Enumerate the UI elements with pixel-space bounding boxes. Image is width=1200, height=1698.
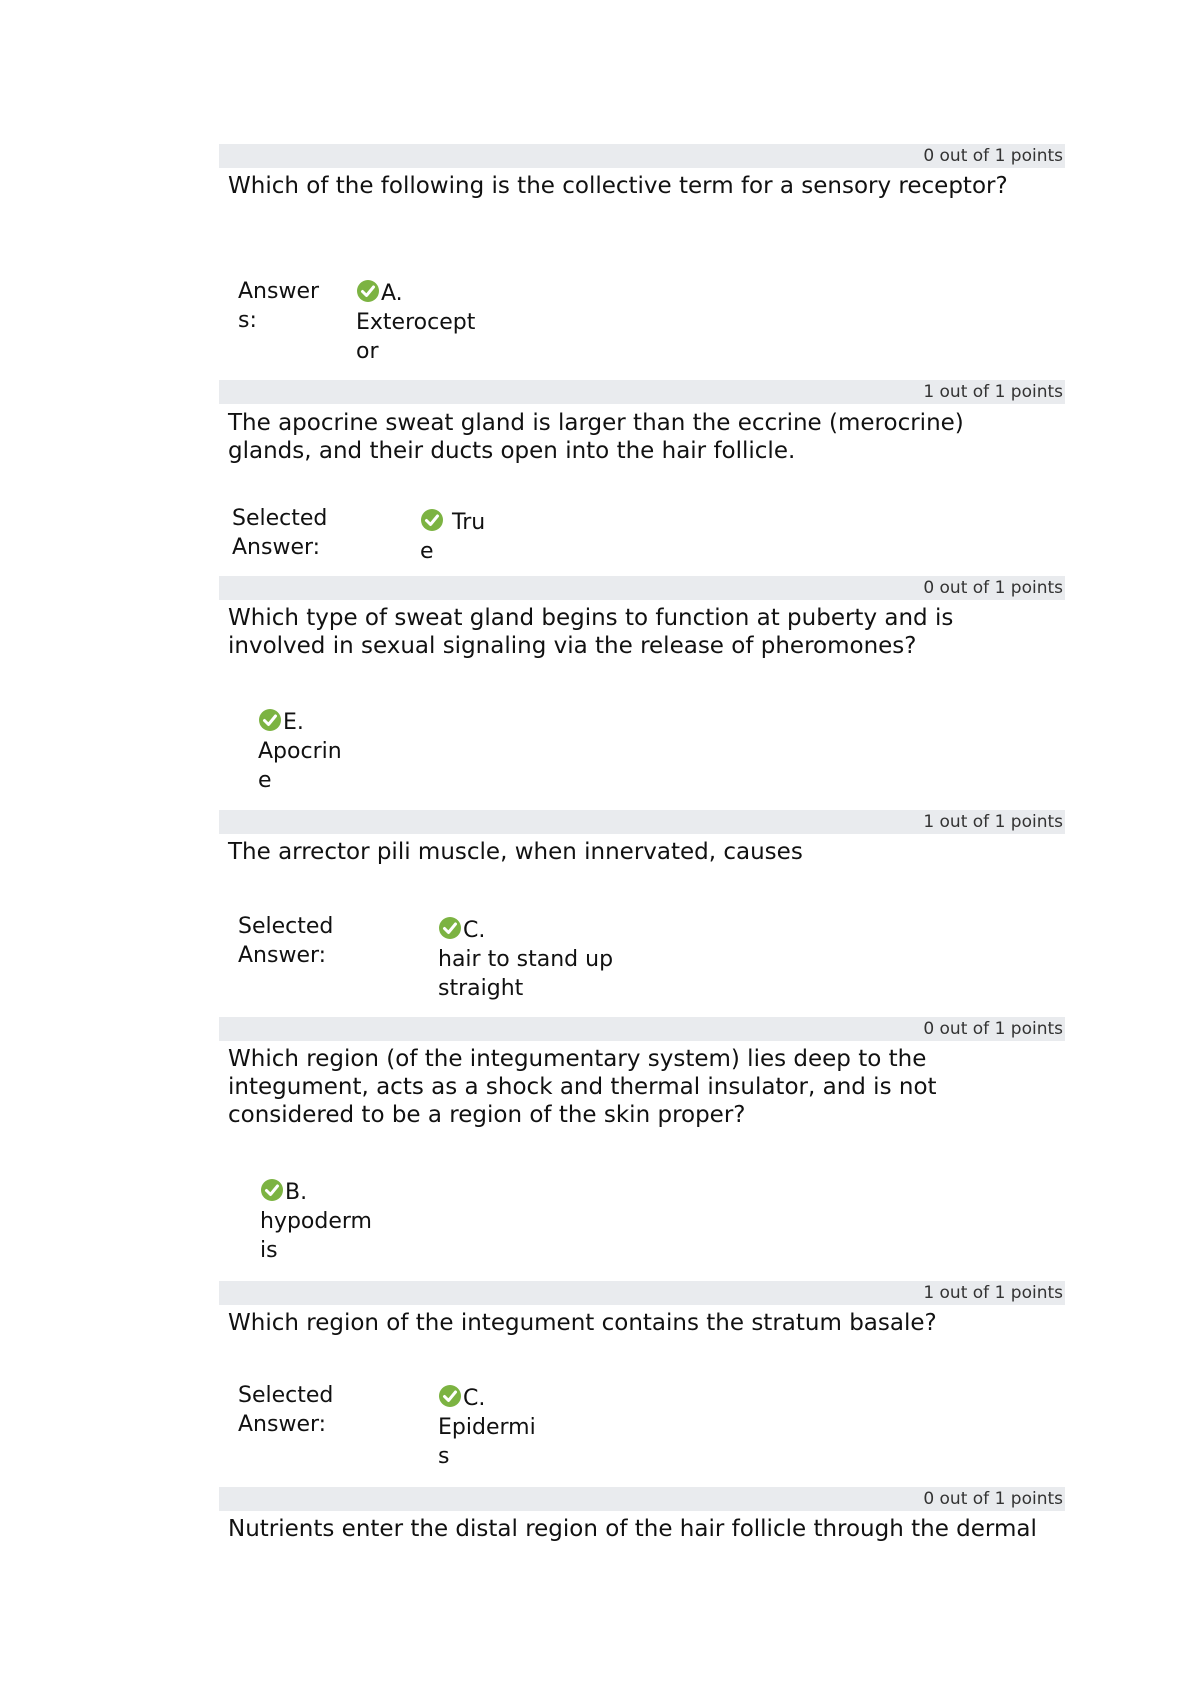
answer (420, 508, 485, 566)
label-line: s: (238, 308, 257, 333)
answer-line: e (258, 768, 272, 793)
check-circle-icon (356, 279, 380, 303)
label-line: Answer (238, 279, 320, 304)
question-text: Which region of the integument contains the stratum basale? (228, 1310, 937, 1336)
selected-answer-label (238, 912, 333, 970)
question-text (228, 604, 1088, 660)
points-bar: 0 out of 1 points (219, 144, 1065, 168)
question-line: Which region (of the integumentary system) lies deep to the (228, 1046, 927, 1072)
selected-answer-label (232, 504, 327, 562)
check-circle-icon (260, 1178, 284, 1202)
label-line: Selected (232, 506, 328, 531)
answer-line: s (438, 1444, 450, 1469)
answer-line: straight (438, 976, 524, 1001)
points-bar: 1 out of 1 points (219, 810, 1065, 834)
points-bar: 0 out of 1 points (219, 1017, 1065, 1041)
question-line: considered to be a region of the skin proper? (228, 1102, 746, 1128)
answer-line: e (420, 539, 434, 564)
answer-line: Exterocept (356, 310, 476, 335)
answer (258, 708, 342, 795)
answer-letter: Tru (452, 510, 486, 535)
answer (438, 1384, 536, 1471)
check-circle-icon (258, 708, 282, 732)
question-line: integument, acts as a shock and thermal insulator, and is not (228, 1074, 937, 1100)
check-circle-icon (438, 916, 462, 940)
points-bar: 0 out of 1 points (219, 576, 1065, 600)
label-line: Selected (238, 914, 334, 939)
answer-letter: A. (381, 281, 403, 306)
selected-answer-label (238, 1381, 333, 1439)
answer-letter: C. (463, 1386, 486, 1411)
answer-line: Epidermi (438, 1415, 536, 1440)
answer-line: Apocrin (258, 739, 342, 764)
answer (356, 279, 475, 366)
answer (260, 1178, 372, 1265)
label-line: Answer: (232, 535, 321, 560)
question-line: glands, and their ducts open into the hair follicle. (228, 438, 796, 464)
check-circle-icon (438, 1384, 462, 1408)
question-text (228, 409, 1088, 465)
question-text: The arrector pili muscle, when innervated, causes (228, 839, 803, 865)
points-bar: 1 out of 1 points (219, 380, 1065, 404)
question-line: Which type of sweat gland begins to function at puberty and is (228, 605, 954, 631)
label-line: Selected (238, 1383, 334, 1408)
answers-label (238, 277, 319, 335)
answer-letter: C. (463, 918, 486, 943)
check-circle-icon (420, 508, 444, 532)
points-bar: 1 out of 1 points (219, 1281, 1065, 1305)
answer-line: hypoderm (260, 1209, 372, 1234)
answer-letter: E. (283, 710, 304, 735)
points-bar: 0 out of 1 points (219, 1487, 1065, 1511)
label-line: Answer: (238, 1412, 327, 1437)
answer (438, 916, 613, 1003)
question-text (228, 1045, 1088, 1129)
question-line: The apocrine sweat gland is larger than the eccrine (merocrine) (228, 410, 964, 436)
answer-line: is (260, 1238, 278, 1263)
answer-line: hair to stand up (438, 947, 614, 972)
question-text: Nutrients enter the distal region of the hair follicle through the dermal (228, 1516, 1037, 1542)
question-text: Which of the following is the collective term for a sensory receptor? (228, 173, 1008, 199)
label-line: Answer: (238, 943, 327, 968)
question-line: involved in sexual signaling via the release of pheromones? (228, 633, 917, 659)
answer-letter: B. (285, 1180, 308, 1205)
answer-line: or (356, 339, 379, 364)
